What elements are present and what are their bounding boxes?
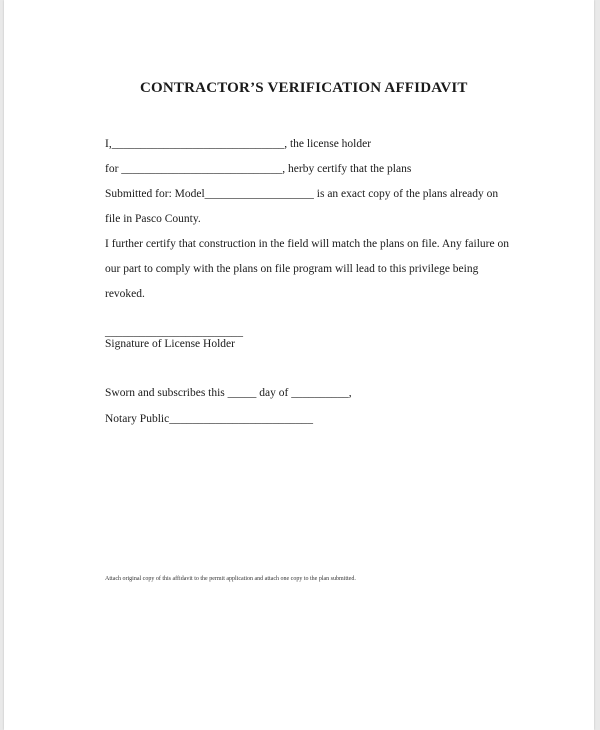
affidavit-line-county: file in Pasco County. [105, 213, 201, 225]
sworn-line: Sworn and subscribes this _____ day of __________, [105, 387, 352, 399]
affidavit-line-further-certify: I further certify that construction in the field will match the plans on file. Any failure on [105, 238, 509, 250]
page-title: CONTRACTOR’S VERIFICATION AFFIDAVIT [140, 80, 468, 96]
document-page [4, 0, 594, 730]
signature-label: Signature of License Holder [105, 338, 235, 350]
notary-line: Notary Public_________________________ [105, 413, 313, 425]
affidavit-line-license-holder: I,______________________________, the license holder [105, 138, 372, 150]
affidavit-line-certify: for ____________________________, herby certify that the plans [105, 163, 412, 175]
affidavit-line-model: Submitted for: Model___________________ is an exact copy of the plans already on [105, 188, 499, 200]
footer-note: Attach original copy of this affidavit to the permit application and attach one copy to the plan submitted. [105, 576, 356, 582]
affidavit-line-revoked: revoked. [105, 288, 145, 300]
affidavit-line-comply: our part to comply with the plans on file program will lead to this privilege being [105, 263, 479, 275]
signature-line: ________________________ [105, 326, 243, 338]
